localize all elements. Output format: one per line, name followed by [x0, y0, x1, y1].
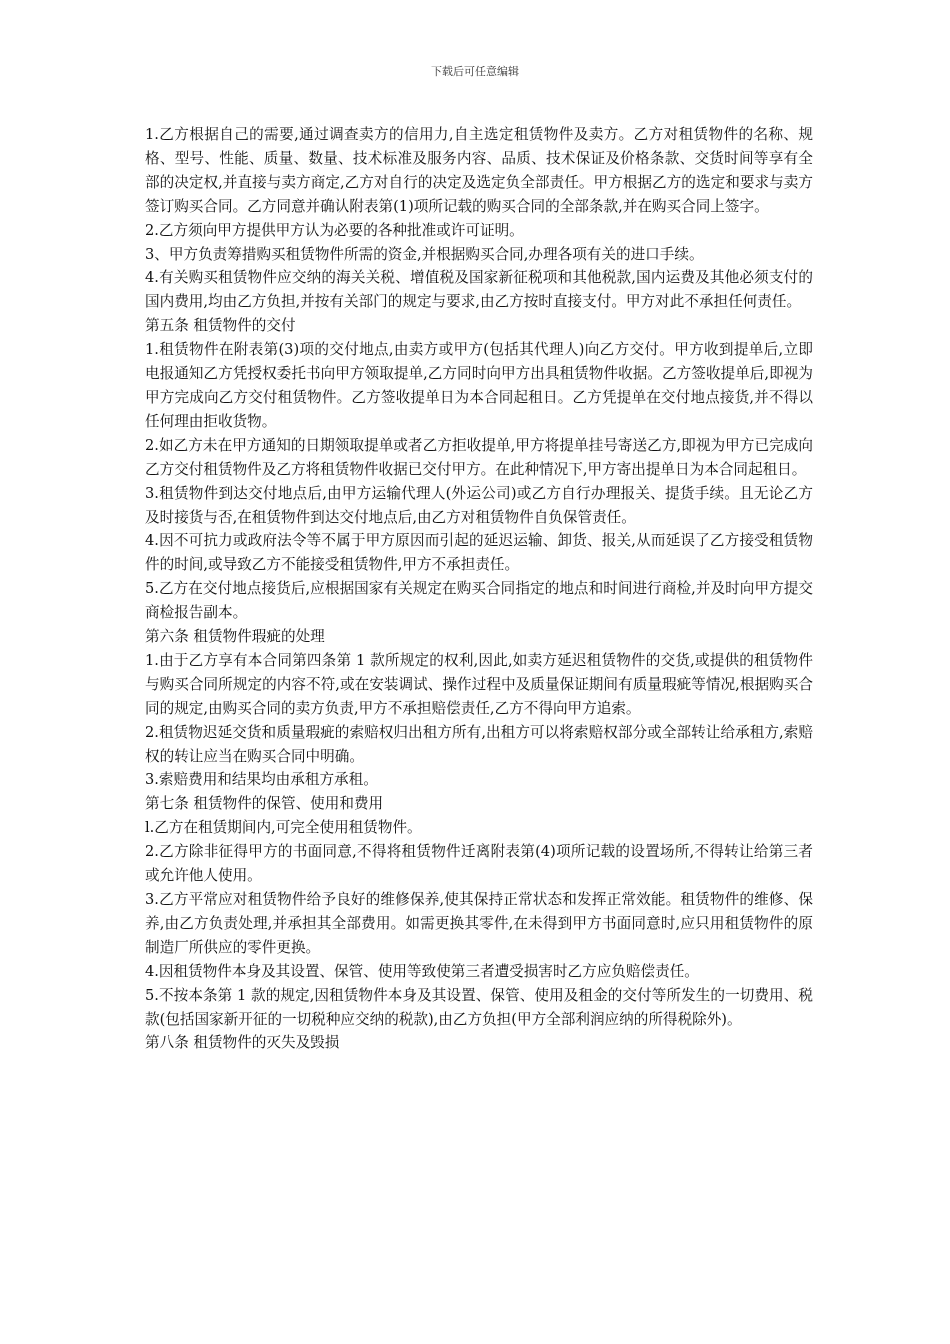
paragraph: l.乙方在租赁期间内,可完全使用租赁物件。: [145, 819, 422, 837]
section-heading: 第七条 租赁物件的保管、使用和费用: [145, 795, 384, 813]
paragraph: 5.不按本条第 1 款的规定,因租赁物件本身及其设置、保管、使用及租金的交付等所发生的一切费用、税款(包括国家新开征的一切税种应交纳的税款),由乙方负担(甲方全部利润应纳的所得税除外)。: [145, 986, 813, 1028]
paragraph: 5.乙方在交付地点接货后,应根据国家有关规定在购买合同指定的地点和时间进行商检,并及时向甲方提交商检报告副本。: [145, 580, 813, 622]
page-header: 下载后可任意编辑: [431, 65, 519, 78]
paragraph: 1.租赁物件在附表第(3)项的交付地点,由卖方或甲方(包括其代理人)向乙方交付。甲方收到提单后,立即电报通知乙方凭授权委托书向甲方领取提单,乙方同时向甲方出具租赁物件收据。乙方签收提单后,即视为甲方完成向乙方交付租赁物件。乙方签收提单日为本合同起租日。乙方凭提单在交付地点接货,并不得以任何理由拒收货物。: [145, 341, 813, 430]
section-heading: 第五条 租赁物件的交付: [145, 317, 296, 335]
section-heading: 第六条 租赁物件瑕疵的处理: [145, 628, 325, 646]
paragraph: 2.乙方除非征得甲方的书面同意,不得将租赁物件迁离附表第(4)项所记载的设置场所,不得转让给第三者或允许他人使用。: [145, 843, 813, 885]
paragraph: 2.如乙方未在甲方通知的日期领取提单或者乙方拒收提单,甲方将提单挂号寄送乙方,即视为甲方已完成向乙方交付租赁物件及乙方将租赁物件收据已交付甲方。在此种情况下,甲方寄出提单日为本合同起租日。: [145, 436, 813, 478]
paragraph: 3.租赁物件到达交付地点后,由甲方运输代理人(外运公司)或乙方自行办理报关、提货手续。且无论乙方及时接货与否,在租赁物件到达交付地点后,由乙方对租赁物件自负保管责任。: [145, 484, 813, 526]
paragraph: 4.因不可抗力或政府法令等不属于甲方原因而引起的延迟运输、卸货、报关,从而延误了乙方接受租赁物件的时间,或导致乙方不能接受租赁物件,甲方不承担责任。: [145, 532, 813, 574]
document-body: [145, 123, 813, 1055]
paragraph: 4.因租赁物件本身及其设置、保管、使用等致使第三者遭受损害时乙方应负赔偿责任。: [145, 962, 699, 980]
paragraph: 2.租赁物迟延交货和质量瑕疵的索赔权归出租方所有,出租方可以将索赔权部分或全部转让给承租方,索赔权的转让应当在购买合同中明确。: [145, 723, 813, 765]
paragraph: 4.有关购买租赁物件应交纳的海关关税、增值税及国家新征税项和其他税款,国内运费及其他必须支付的国内费用,均由乙方负担,并按有关部门的规定与要求,由乙方按时直接支付。甲方对此不承担任何责任。: [145, 269, 813, 311]
paragraph: 3.乙方平常应对租赁物件给予良好的维修保养,使其保持正常状态和发挥正常效能。租赁物件的维修、保养,由乙方负责处理,并承担其全部费用。如需更换其零件,在未得到甲方书面同意时,应只用租赁物件的原制造厂所供应的零件更换。: [145, 891, 813, 956]
paragraph: 3、甲方负责筹措购买租赁物件所需的资金,并根据购买合同,办理各项有关的进口手续。: [145, 245, 704, 263]
section-heading: 第八条 租赁物件的灭失及毁损: [145, 1034, 340, 1052]
paragraph: 1.乙方根据自己的需要,通过调查卖方的信用力,自主选定租赁物件及卖方。乙方对租赁物件的名称、规格、型号、性能、质量、数量、技术标准及服务内容、品质、技术保证及价格条款、交货时间等享有全部的决定权,并直接与卖方商定,乙方对自行的决定及选定负全部责任。甲方根据乙方的选定和要求与卖方签订购买合同。乙方同意并确认附表第(1)项所记载的购买合同的全部条款,并在购买合同上签字。: [145, 126, 813, 215]
paragraph: 2.乙方须向甲方提供甲方认为必要的各种批准或许可证明。: [145, 221, 524, 239]
paragraph: 3.索赔费用和结果均由承租方承租。: [145, 771, 378, 789]
paragraph: 1.由于乙方享有本合同第四条第 1 款所规定的权利,因此,如卖方延迟租赁物件的交货,或提供的租赁物件与购买合同所规定的内容不符,或在安装调试、操作过程中及质量保证期间有质量瑕疵等情况,根据购买合同的规定,由购买合同的卖方负责,甲方不承担赔偿责任,乙方不得向甲方追索。: [145, 651, 813, 717]
